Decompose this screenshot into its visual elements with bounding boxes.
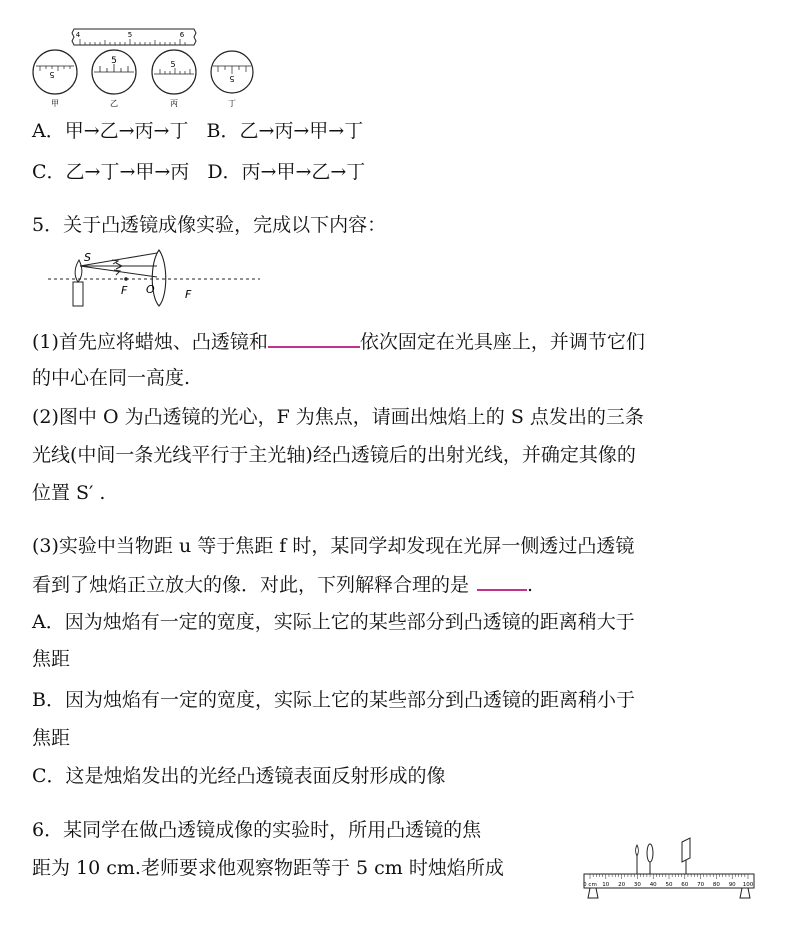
q4-option-c: C．乙→丁→甲→丙 — [32, 161, 190, 183]
focus-label-right: F — [185, 288, 192, 301]
q6-line1: 6．某同学在做凸透镜成像的实验时，所用凸透镜的焦 — [32, 819, 482, 841]
optical-bench-figure — [580, 836, 758, 906]
q5-part3-line1: (3)实验中当物距 u 等于焦距 f 时，某同学却发现在光屏一侧透过凸透镜 — [32, 535, 635, 557]
q5-part3-line2: 看到了烛焰正立放大的像．对此，下列解释合理的是 . — [32, 574, 534, 596]
q5-part1-line1: (1)首先应将蜡烛、凸透镜和 依次固定在光具座上，并调节它们 — [32, 331, 645, 353]
q5-option-a-line2: 焦距 — [32, 648, 71, 670]
bench-tick-label: 10 — [602, 882, 610, 888]
bench-flame — [636, 845, 639, 856]
answer-blank[interactable] — [477, 588, 527, 591]
bench-leg-right — [740, 888, 750, 898]
magnifier-view-bing — [152, 50, 196, 108]
bench-lens — [647, 844, 653, 862]
bench-tick-label: 100 — [742, 882, 754, 888]
q5-option-b-line2: 焦距 — [32, 727, 71, 749]
answer-blank[interactable] — [268, 345, 360, 348]
candle — [73, 282, 83, 306]
ruler-ticks — [80, 39, 185, 45]
incident-rays — [80, 253, 157, 277]
magnifier-view-ding — [208, 50, 258, 110]
bench-tick-label: 0 cm — [583, 882, 597, 888]
q5-part2-line2: 光线(中间一条光线平行于主光轴)经凸透镜后的出射光线，并确定其像的 — [32, 444, 636, 466]
magnifier-view-jia — [33, 50, 77, 108]
bench-tick-label: 40 — [649, 882, 657, 888]
view-mark: 5 — [49, 70, 55, 79]
convex-lens-figure — [44, 248, 264, 308]
bench-tick-label: 70 — [697, 882, 705, 888]
bench-tick-label: 80 — [712, 882, 720, 888]
bench-screen — [682, 838, 690, 862]
view-caption: 甲 — [51, 99, 59, 108]
view-mark: 5 — [229, 74, 235, 83]
ruler-body — [72, 29, 196, 45]
q4-options-row2 — [32, 160, 365, 184]
bench-tick-label: 20 — [618, 882, 626, 888]
view-caption: 丙 — [170, 99, 178, 108]
ruler-magnifier-figure — [30, 26, 210, 110]
view-caption: 乙 — [110, 99, 118, 108]
focus-label-left: F — [121, 284, 128, 297]
optical-center-label: O — [146, 283, 155, 296]
q4-options-row1 — [32, 119, 363, 143]
view-caption: 丁 — [228, 99, 236, 108]
point-s-label: S — [84, 251, 91, 264]
bench-tick-label: 60 — [681, 882, 689, 888]
q5-option-b-line1: B．因为烛焰有一定的宽度，实际上它的某些部分到凸透镜的距离稍小于 — [32, 689, 635, 711]
q5-stem: 5．关于凸透镜成像实验，完成以下内容： — [32, 214, 387, 236]
bench-tick-label: 90 — [728, 882, 736, 888]
q5-part2-line1: (2)图中 O 为凸透镜的光心，F 为焦点，请画出烛焰上的 S 点发出的三条 — [32, 406, 644, 428]
q5-part1-line2: 的中心在同一高度. — [32, 367, 191, 389]
q4-option-b: B．乙→丙→甲→丁 — [206, 120, 364, 142]
q5-option-c: C．这是烛焰发出的光经凸透镜表面反射形成的像 — [32, 765, 446, 787]
q5-part2-line3: 位置 S′ . — [32, 482, 106, 504]
q5-option-a-line1: A．因为烛焰有一定的宽度，实际上它的某些部分到凸透镜的距离稍大于 — [32, 611, 635, 633]
bench-tick-label: 50 — [665, 882, 673, 888]
bench-leg-left — [588, 888, 598, 898]
q6-line2: 距为 10 cm.老师要求他观察物距等于 5 cm 时烛焰所成 — [32, 857, 504, 879]
bench-tick-label: 30 — [633, 882, 641, 888]
q4-option-a: A．甲→乙→丙→丁 — [32, 120, 189, 142]
ruler-tick-label: 5 — [127, 31, 133, 39]
convex-lens — [152, 250, 166, 306]
focus-point-left — [124, 277, 128, 281]
q4-option-d: D．丙→甲→乙→丁 — [207, 161, 366, 183]
ruler-tick-label: 4 — [75, 31, 81, 39]
ruler-tick-label: 6 — [179, 31, 185, 39]
view-mark: 5 — [111, 56, 117, 66]
magnifier-view-yi — [92, 50, 136, 108]
view-mark: 5 — [170, 60, 176, 69]
